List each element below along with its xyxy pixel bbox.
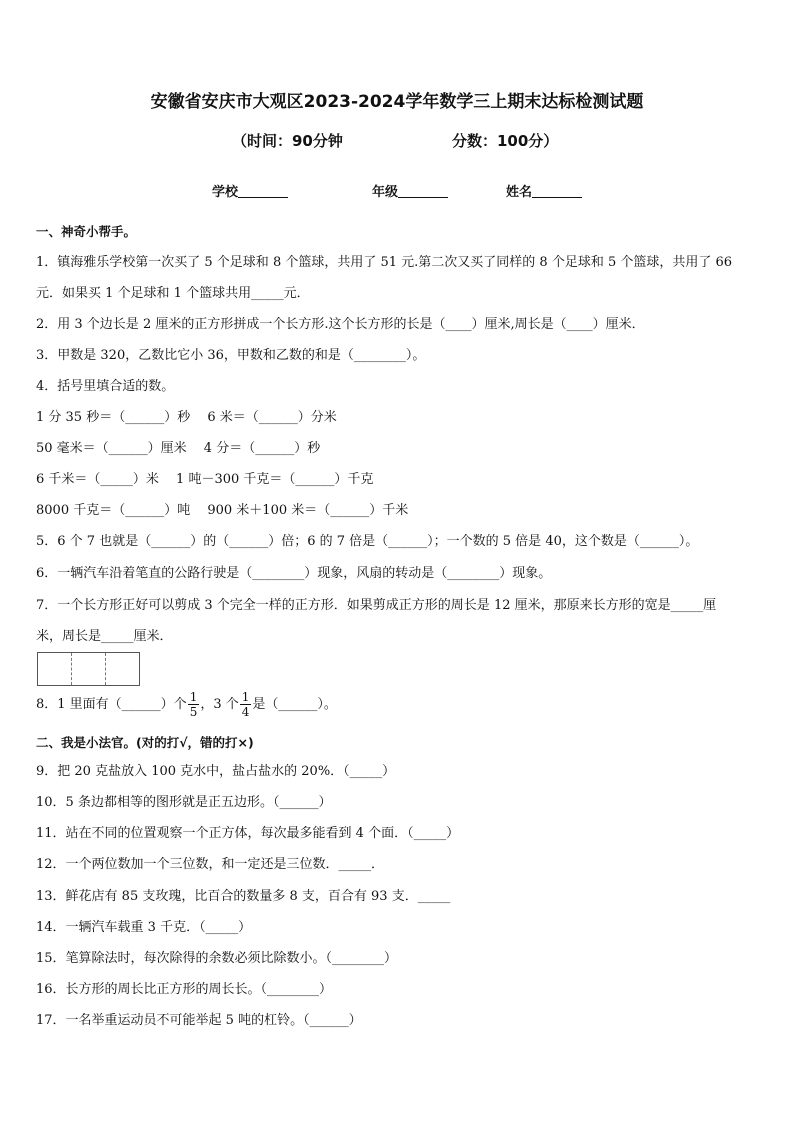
question-4: 4．括号里填合适的数。 [36, 379, 175, 394]
question-17: 17．一名举重运动员不可能举起 5 吨的杠铃。（______） [36, 1013, 362, 1028]
question-8-text-b: ，3 个 [200, 697, 239, 712]
fraction-one-fourth [240, 690, 252, 719]
question-14: 14．一辆汽车载重 3 千克．（_____） [36, 920, 252, 935]
name-field [506, 181, 582, 200]
question-11: 11．站在不同的位置观察一个正方体，每次最多能看到 4 个面．（_____） [36, 826, 460, 841]
section-heading-1: 一、神奇小帮手。 [36, 224, 137, 239]
school-label: 学校 [212, 185, 239, 200]
question-8-text-a: 8．1 里面有（______）个 [36, 697, 187, 712]
page-title: 安徽省安庆市大观区2023-2024学年数学三上期末达标检测试题 [150, 92, 644, 112]
grade-label: 年级 [372, 185, 399, 200]
question-8-text-c: 是（______）。 [252, 697, 337, 712]
question-9: 9．把 20 克盐放入 100 克水中，盐占盐水的 20%．（_____） [36, 764, 396, 779]
section-heading-2: 二、我是小法官。(对的打√，错的打×) [36, 735, 254, 750]
question-7-line-1: 7．一个长方形正好可以剪成 3 个完全一样的正方形．如果剪成正方形的周长是 12 厘米，那原来长方形的宽是_____厘 [36, 598, 717, 613]
question-3: 3．甲数是 320，乙数比它小 36，甲数和乙数的和是（________）。 [36, 348, 426, 363]
question-16: 16．长方形的周长比正方形的周长长。（________） [36, 982, 333, 997]
question-4-row-3: 6 千米＝（_____）米 1 吨－300 千克＝（______）千克 [36, 472, 374, 487]
question-5: 5．6 个 7 也就是（______）的（______）倍；6 的 7 倍是（______）；一个数的 5 倍是 40，这个数是（______）。 [36, 534, 699, 549]
dashed-divider [71, 653, 72, 685]
fraction-numerator: 1 [189, 690, 198, 704]
question-2: 2．用 3 个边长是 2 厘米的正方形拼成一个长方形.这个长方形的长是（____）厘米,周长是（____）厘米． [36, 317, 645, 332]
question-10: 10．5 条边都相等的图形就是正五边形。（______） [36, 795, 332, 810]
fraction-one-fifth [188, 690, 200, 719]
exam-time: （时间：90分钟 [232, 132, 343, 150]
question-1-line-1: 1．镇海雅乐学校第一次买了 5 个足球和 8 个篮球，共用了 51 元.第二次又买了同样的 8 个足球和 5 个篮球，共用了 66 [36, 255, 733, 270]
rectangle-figure [37, 652, 140, 686]
question-1-line-2: 元．如果买 1 个足球和 1 个篮球共用_____元． [36, 286, 310, 301]
question-7-line-2: 米，周长是_____厘米． [36, 629, 173, 644]
school-field [212, 181, 288, 200]
dashed-divider [105, 653, 106, 685]
exam-score: 分数：100分） [452, 132, 559, 150]
question-4-row-4: 8000 千克＝（______）吨 900 米＋100 米＝（______）千米 [36, 503, 409, 518]
name-blank [532, 185, 582, 198]
question-12: 12．一个两位数加一个三位数，和一定还是三位数．_____． [36, 857, 385, 872]
question-4-row-1: 1 分 35 秒＝（______）秒 6 米＝（______）分米 [36, 410, 337, 425]
question-15: 15．笔算除法时，每次除得的余数必须比除数小。（________） [36, 951, 398, 966]
grade-blank [398, 185, 448, 198]
name-label: 姓名 [506, 185, 533, 200]
question-4-row-2: 50 毫米＝（______）厘米 4 分＝（______）秒 [36, 441, 321, 456]
question-8 [36, 690, 337, 719]
school-blank [238, 185, 288, 198]
question-6: 6．一辆汽车沿着笔直的公路行驶是（________）现象，风扇的转动是（________）现象。 [36, 566, 552, 581]
grade-field [372, 181, 448, 200]
question-13: 13．鲜花店有 85 支玫瑰，比百合的数量多 8 支，百合有 93 支．_____ [36, 889, 451, 904]
fraction-denominator: 4 [241, 705, 250, 719]
fraction-denominator: 5 [189, 705, 198, 719]
fraction-numerator: 1 [241, 690, 250, 704]
